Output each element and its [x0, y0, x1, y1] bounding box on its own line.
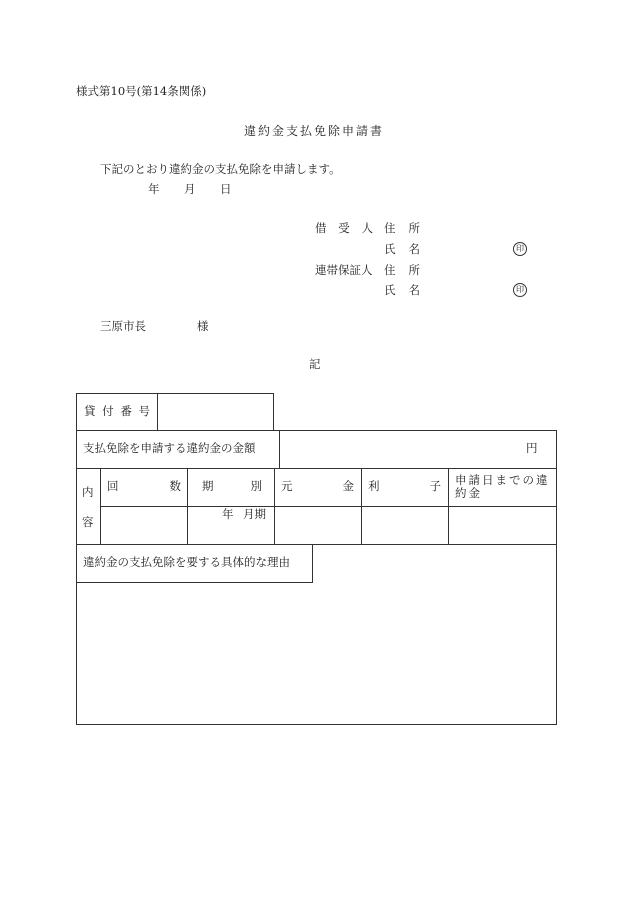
form-title: 違約金支払免除申請書 — [244, 124, 385, 138]
borrower-char: 借 — [315, 221, 327, 235]
name-char: 氏 — [384, 242, 396, 256]
col-interest-char: 利 — [368, 479, 380, 493]
borrower-seal-icon: 印 — [513, 242, 527, 256]
loan-number-char: 貸 — [84, 404, 96, 418]
note-heading: 記 — [309, 357, 321, 371]
col-count-header — [107, 481, 181, 493]
amount-row-bottom — [76, 468, 557, 469]
address-char: 住 — [384, 263, 396, 277]
col-count-char: 数 — [169, 479, 181, 493]
loan-number-label — [84, 406, 150, 418]
reason-field[interactable] — [77, 583, 556, 724]
addressee-name: 三原市長 — [100, 319, 146, 333]
loan-number-char: 番 — [120, 404, 132, 418]
loan-number-field[interactable] — [158, 394, 272, 430]
borrower-address-label — [384, 223, 420, 235]
col-interest-char: 子 — [429, 479, 441, 493]
count-value-field[interactable] — [101, 507, 186, 543]
borrower-char: 受 — [338, 221, 350, 235]
col-principal-char: 元 — [281, 479, 293, 493]
col-period-char: 期 — [202, 479, 214, 493]
date-month: 月 — [184, 182, 196, 196]
name-char: 名 — [408, 283, 420, 297]
col-penalty-header: 申請日までの違約金 — [455, 473, 550, 501]
borrower-label — [315, 223, 373, 235]
col-interest-header — [368, 481, 441, 493]
guarantor-seal-icon: 印 — [513, 283, 527, 297]
guarantor-name-label — [384, 285, 420, 297]
borrower-name-label — [384, 244, 420, 256]
form-number: 様式第10号(第14条関係) — [76, 84, 207, 98]
borrower-char: 人 — [361, 221, 373, 235]
reason-label-divider — [312, 544, 313, 582]
amount-field[interactable] — [280, 431, 520, 467]
guarantor-address-label — [384, 265, 420, 277]
guarantor-label: 連帯保証人 — [315, 263, 373, 277]
name-char: 名 — [408, 242, 420, 256]
amount-unit: 円 — [526, 441, 538, 455]
loan-number-char: 号 — [138, 404, 150, 418]
reason-label: 違約金の支払免除を要する具体的な理由 — [83, 555, 290, 569]
col-principal-char: 金 — [342, 479, 354, 493]
name-char: 氏 — [384, 283, 396, 297]
address-char: 住 — [384, 221, 396, 235]
period-value-month: 月期 — [243, 507, 266, 521]
col-period-header — [202, 481, 262, 493]
content-label-char-1: 内 — [82, 485, 94, 499]
penalty-value-field[interactable] — [449, 507, 556, 543]
col-principal-header — [281, 481, 354, 493]
loan-number-char: 付 — [102, 404, 114, 418]
content-label-char-2: 容 — [82, 515, 94, 529]
principal-value-field[interactable] — [275, 507, 360, 543]
date-day: 日 — [220, 182, 232, 196]
interest-value-field[interactable] — [362, 507, 447, 543]
intro-text: 下記のとおり違約金の支払免除を申請します。 — [100, 162, 341, 176]
addressee-honorific: 様 — [197, 319, 209, 333]
period-value-year: 年 — [222, 507, 234, 521]
content-rows-bottom — [76, 544, 557, 545]
amount-label: 支払免除を申請する違約金の金額 — [83, 441, 256, 455]
col-count-char: 回 — [107, 479, 119, 493]
address-char: 所 — [408, 263, 420, 277]
address-char: 所 — [408, 221, 420, 235]
date-year: 年 — [148, 182, 160, 196]
col-period-char: 別 — [250, 479, 262, 493]
